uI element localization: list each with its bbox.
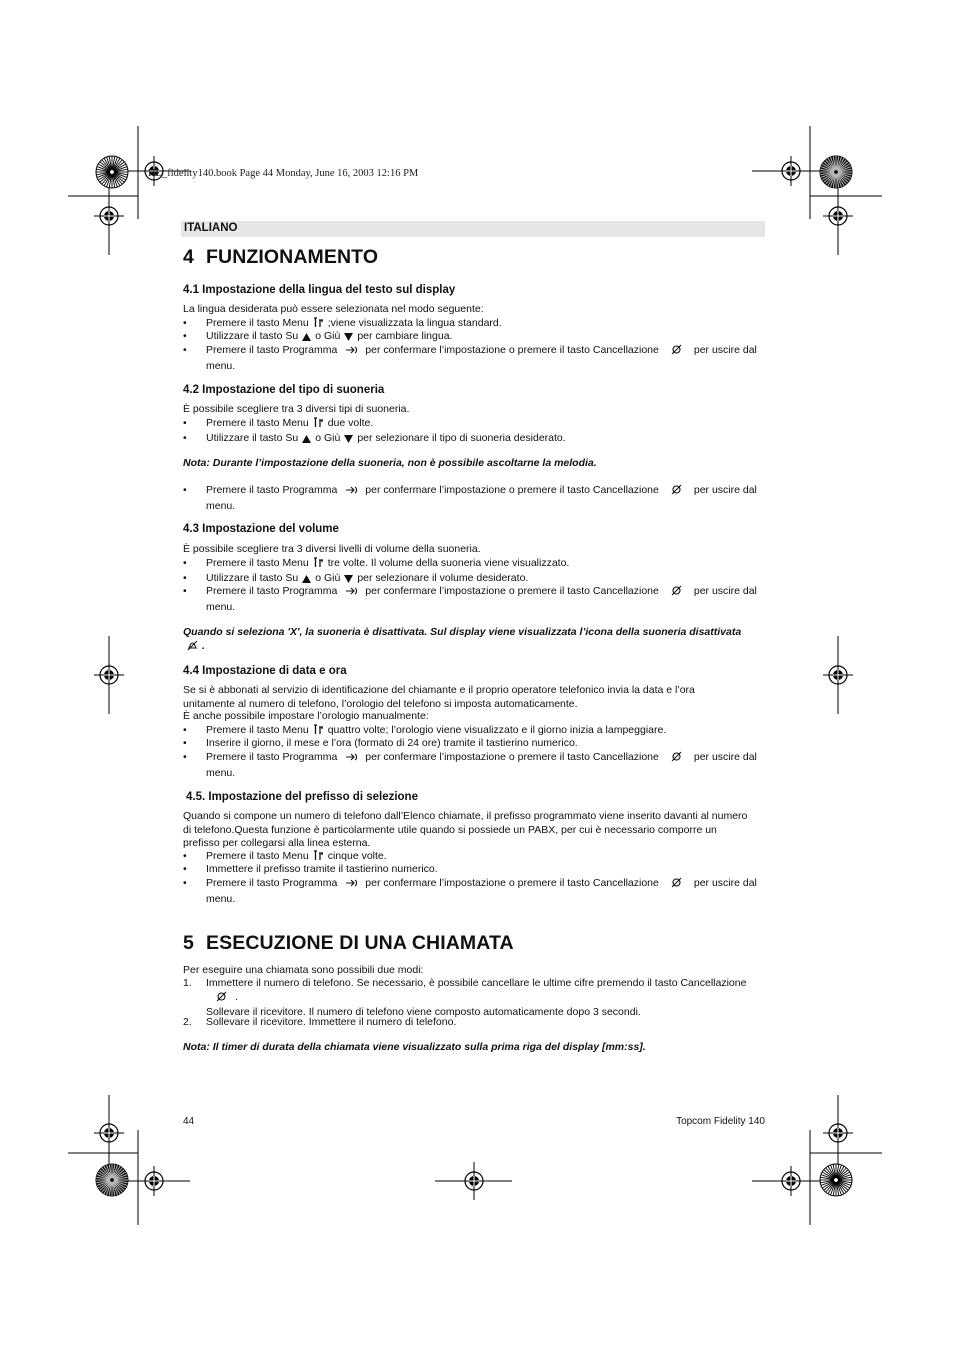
- paragraph: È possibile scegliere tra 3 diversi livelli di volume della suoneria.: [183, 543, 481, 555]
- list-item: • Immettere il prefisso tramite il tastierino numerico.: [183, 863, 438, 875]
- paragraph: È possibile scegliere tra 3 diversi tipi di suoneria.: [183, 403, 410, 415]
- section-title: ESECUZIONE DI UNA CHIAMATA: [206, 932, 514, 954]
- ringer-off-icon: [187, 640, 198, 655]
- section-number: 4: [183, 246, 194, 268]
- list-item: • Premere il tasto Menu ;viene visualizzata la lingua standard.: [183, 317, 765, 333]
- page-number: 44: [183, 1116, 195, 1127]
- cancel-key-icon: [671, 484, 682, 500]
- cancel-key-icon: [671, 751, 682, 767]
- cancel-key-icon: [671, 585, 682, 601]
- paragraph: Quando si compone un numero di telefono dall’Elenco chiamate, il prefisso programmato viene inserito davanti al numero di telefono.Questa funzione è particolarmente utile quando si possiede un PABX, per cui è necessario comporre un prefisso per collegarsi alla linea esterna.: [183, 810, 748, 849]
- list-item: • Premere il tasto Menu quattro volte; l’orologio viene visualizzato e il giorno inizia a lampeggiare.: [183, 724, 765, 740]
- list-item: • Utilizzare il tasto Su o Giù per selezionare il tipo di suoneria desiderato.: [183, 432, 765, 448]
- registration-target: [96, 1164, 128, 1196]
- section-4-2-heading: 4.2 Impostazione del tipo di suoneria: [183, 384, 385, 396]
- paragraph: La lingua desiderata può essere selezionata nel modo seguente:: [183, 303, 484, 315]
- numbered-item: 2. Sollevare il ricevitore. Immettere il numero di telefono.: [183, 1016, 457, 1028]
- note: Nota: Durante l’impostazione della suoneria, non è possibile ascoltarne la melodia.: [183, 457, 597, 469]
- up-arrow-icon: [302, 434, 311, 448]
- registration-target: [96, 156, 128, 188]
- program-key-icon: [345, 586, 357, 601]
- cancel-key-icon: [671, 344, 682, 360]
- running-head: HL_fidelity140.book Page 44 Monday, June 16, 2003 12:16 PM: [148, 168, 419, 179]
- note: Nota: Il timer di durata della chiamata viene visualizzato sulla prima riga del display [mm:ss].: [183, 1041, 646, 1053]
- note: Quando si seleziona 'X', la suoneria è disattivata. Sul display viene visualizzata l’icona della suoneria disattivata.: [183, 625, 743, 655]
- list-item: • Premere il tasto Menu cinque volte.: [183, 850, 765, 866]
- cancel-key-icon: [671, 877, 682, 893]
- footer-product: Topcom Fidelity 140: [676, 1116, 765, 1127]
- program-key-icon: [345, 752, 357, 767]
- list-item: • Premere il tasto Programma per confermare l’impostazione o premere il tasto Cancellazione per uscire dal menu.: [183, 484, 757, 512]
- list-item: • Premere il tasto Programma per confermare l’impostazione o premere il tasto Cancellazione per uscire dal menu.: [183, 585, 757, 613]
- paragraph: Se si è abbonati al servizio di identificazione del chiamante e il proprio operatore telefonico invia la data e l’ora unitamente al numero di telefono, l’orologio del telefono si imposta automaticamente.: [183, 684, 695, 710]
- menu-key-icon: [313, 557, 324, 573]
- language-band: [181, 221, 765, 237]
- list-item: • Utilizzare il tasto Su o Giù per cambiare lingua.: [183, 330, 765, 346]
- list-item: • Inserire il giorno, il mese e l’ora (formato di 24 ore) tramite il tastierino numerico.: [183, 737, 578, 749]
- section-4-1-heading: 4.1 Impostazione della lingua del testo sul display: [183, 284, 456, 296]
- list-item: • Premere il tasto Programma per confermare l’impostazione o premere il tasto Cancellazione per uscire dal menu.: [183, 751, 757, 779]
- program-key-icon: [345, 485, 357, 500]
- paragraph: Per eseguire una chiamata sono possibili due modi:: [183, 964, 424, 976]
- section-4-3-heading: 4.3 Impostazione del volume: [183, 523, 339, 535]
- section-title: FUNZIONAMENTO: [206, 246, 379, 268]
- list-item: • Premere il tasto Programma per confermare l’impostazione o premere il tasto Cancellazione per uscire dal menu.: [183, 344, 757, 372]
- numbered-item: 1. Immettere il numero di telefono. Se necessario, è possibile cancellare le ultime cifre premendo il tasto Cancellazione. Sollevare il ricevitore. Il numero di telefono viene composto automaticamente dopo 3 secondi.: [183, 977, 747, 1018]
- language-label: ITALIANO: [184, 222, 238, 234]
- section-4-4-heading: 4.4 Impostazione di data e ora: [183, 665, 347, 677]
- list-item: • Premere il tasto Menu tre volte. Il volume della suoneria viene visualizzato.: [183, 557, 765, 573]
- registration-target: [820, 1164, 852, 1196]
- down-arrow-icon: [344, 434, 353, 448]
- cancel-key-icon: [216, 991, 227, 1007]
- list-item: • Premere il tasto Programma per confermare l’impostazione o premere il tasto Cancellazione per uscire dal menu.: [183, 877, 757, 905]
- menu-key-icon: [313, 417, 324, 433]
- section-number: 5: [183, 932, 194, 954]
- program-key-icon: [345, 345, 357, 360]
- section-5-heading: [183, 932, 514, 955]
- list-item: • Premere il tasto Menu due volte.: [183, 417, 765, 433]
- program-key-icon: [345, 878, 357, 893]
- section-4-heading: [183, 246, 378, 269]
- registration-target: [820, 156, 852, 188]
- list-item: • Utilizzare il tasto Su o Giù per selezionare il volume desiderato.: [183, 572, 765, 588]
- section-4-5-heading: 4.5. Impostazione del prefisso di selezione: [186, 791, 418, 803]
- paragraph: È anche possibile impostare l’orologio manualmente:: [183, 710, 429, 722]
